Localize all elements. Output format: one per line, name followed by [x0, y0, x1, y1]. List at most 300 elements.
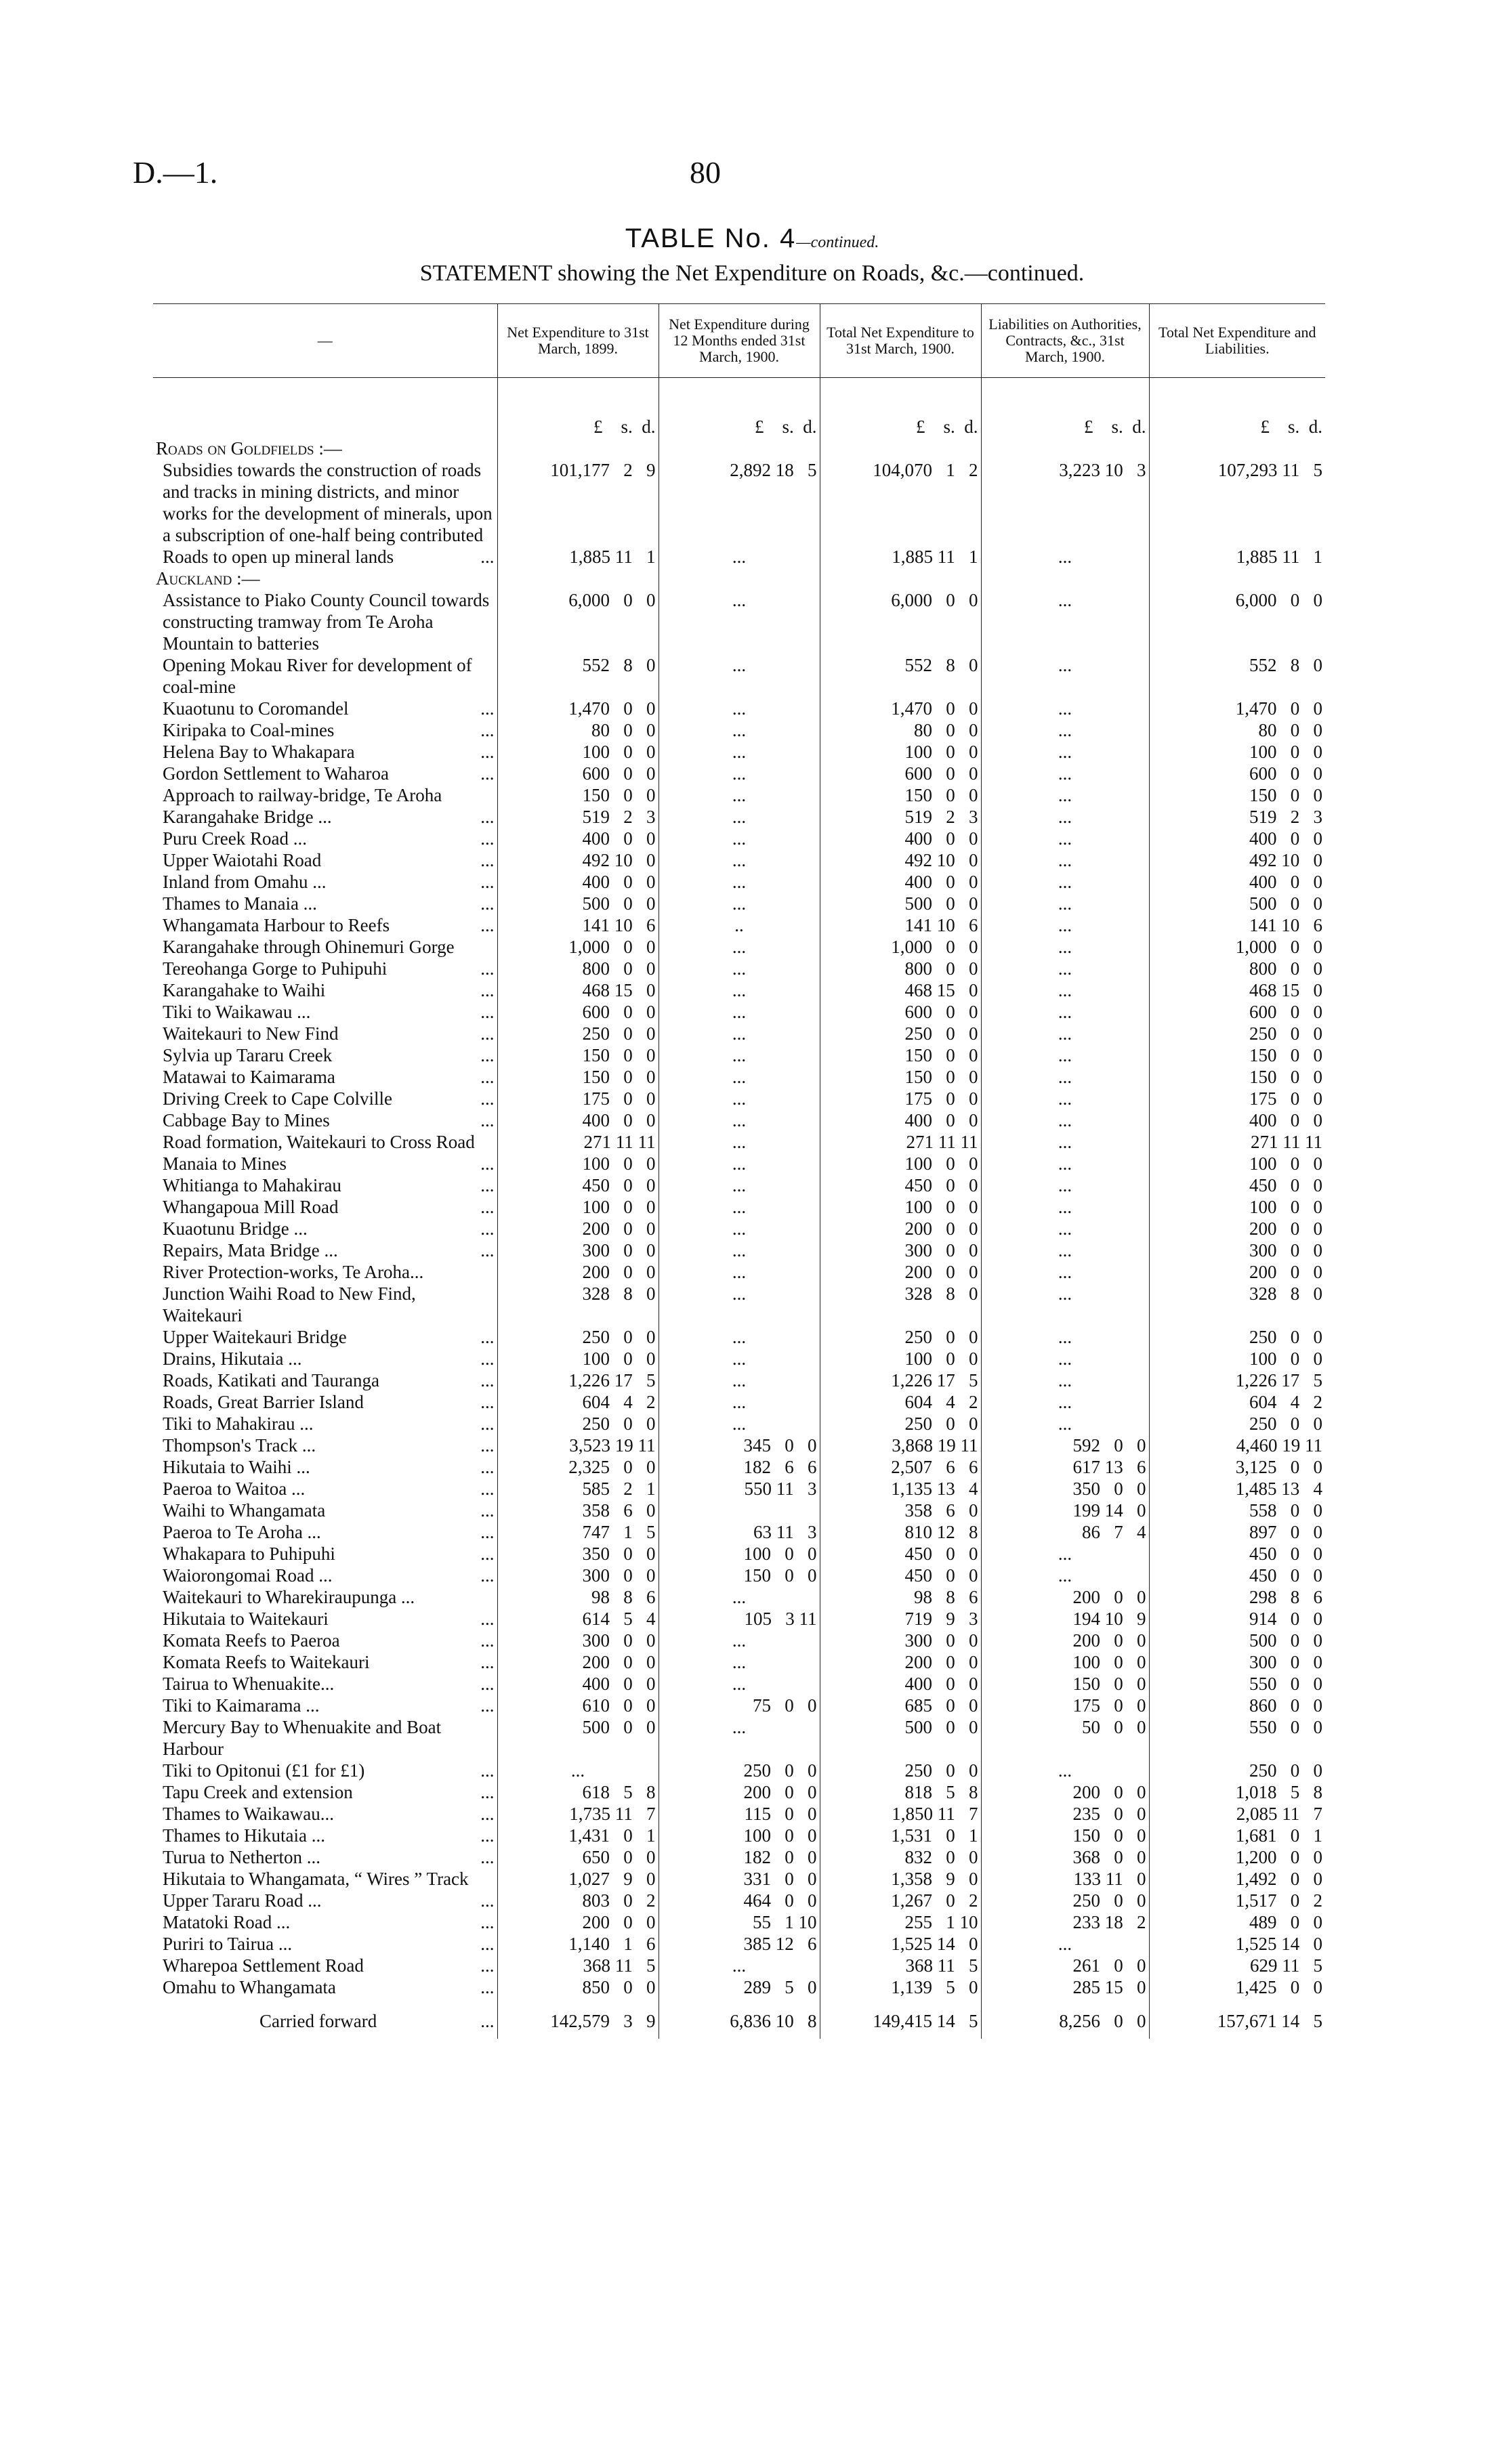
amount-cell: 100 0 0	[820, 1153, 981, 1174]
table-row	[153, 1348, 1325, 1369]
row-label-text: Hikutaia to Waihi ...	[163, 1457, 310, 1477]
row-label-text: River Protection-works, Te Aroha...	[163, 1262, 424, 1282]
page-number: 80	[690, 155, 721, 190]
row-label	[153, 1391, 497, 1413]
amount-cell: 175 0 0	[497, 1088, 659, 1109]
table-row	[153, 459, 1325, 546]
row-label	[153, 871, 497, 893]
table-row	[153, 1196, 1325, 1218]
amount-cell: 1,681 0 1	[1149, 1825, 1325, 1846]
amount-cell: ...	[981, 936, 1149, 958]
amount-cell: ...	[981, 1023, 1149, 1044]
amount-cell: 450 0 0	[820, 1565, 981, 1586]
amount-cell: 150 0 0	[497, 1066, 659, 1088]
row-label	[153, 1586, 497, 1608]
row-label	[153, 654, 497, 698]
row-label-text: Tiki to Waikawau ...	[163, 1002, 311, 1022]
amount-cell: 250 0 0	[1149, 1413, 1325, 1435]
amount-cell: ...	[659, 1348, 820, 1369]
amount-cell: ...	[981, 914, 1149, 936]
amount-cell: 1,525 14 0	[820, 1933, 981, 1955]
column-header-expenditure-1899: Net Expenditure to 31st March, 1899.	[497, 304, 659, 378]
leader-dots: ...	[480, 1479, 495, 1499]
amount-cell: ...	[659, 828, 820, 849]
table-row	[153, 849, 1325, 871]
row-label-text: Paeroa to Waitoa ...	[163, 1479, 306, 1499]
amount-cell: 600 0 0	[820, 763, 981, 784]
amount-cell: 492 10 0	[497, 849, 659, 871]
amount-cell: 150 0 0	[820, 1066, 981, 1088]
amount-cell: 800 0 0	[497, 958, 659, 979]
amount-cell: ...	[659, 871, 820, 893]
amount-cell: ...	[981, 1239, 1149, 1261]
column-header-liabilities: Liabilities on Authorities, Contracts, &c., 31st March, 1900.	[981, 304, 1149, 378]
empty-cell	[820, 568, 981, 589]
row-label-text: Waihi to Whangamata	[163, 1500, 326, 1521]
row-label	[153, 459, 497, 546]
amount-cell: 468 15 0	[820, 979, 981, 1001]
amount-cell: 300 0 0	[820, 1630, 981, 1651]
amount-cell: 450 0 0	[1149, 1543, 1325, 1565]
amount-cell: 803 0 2	[497, 1890, 659, 1911]
row-label	[153, 1131, 497, 1153]
amount-cell: 175 0 0	[1149, 1088, 1325, 1109]
amount-cell: ...	[981, 1261, 1149, 1283]
amount-cell: 1,425 0 0	[1149, 1976, 1325, 1998]
row-label	[153, 1196, 497, 1218]
table-row	[153, 1976, 1325, 1998]
amount-cell: 100 0 0	[497, 741, 659, 763]
amount-cell: ...	[981, 1109, 1149, 1131]
amount-cell: 519 2 3	[820, 806, 981, 828]
row-label	[153, 1846, 497, 1868]
amount-cell: 600 0 0	[497, 1001, 659, 1023]
row-label	[153, 1239, 497, 1261]
amount-cell: ...	[981, 1218, 1149, 1239]
carried-forward-value: 142,579 3 9	[497, 1998, 659, 2039]
row-label-text: Waitekauri to Wharekiraupunga ...	[163, 1587, 415, 1607]
amount-cell: 100 0 0	[659, 1825, 820, 1846]
row-label	[153, 1521, 497, 1543]
table-row	[153, 1651, 1325, 1673]
table-row	[153, 979, 1325, 1001]
amount-cell: 98 8 6	[497, 1586, 659, 1608]
row-label	[153, 1608, 497, 1630]
amount-cell: 747 1 5	[497, 1521, 659, 1543]
row-label	[153, 958, 497, 979]
amount-cell: ...	[659, 1651, 820, 1673]
amount-cell: ...	[981, 1933, 1149, 1955]
row-label-text: Whakapara to Puhipuhi	[163, 1544, 335, 1564]
amount-cell: ...	[981, 979, 1149, 1001]
row-label	[153, 741, 497, 763]
row-label	[153, 1673, 497, 1695]
amount-cell: 328 8 0	[497, 1283, 659, 1326]
table-row	[153, 1456, 1325, 1478]
row-label	[153, 1933, 497, 1955]
table-row	[153, 1500, 1325, 1521]
amount-cell: ...	[981, 1760, 1149, 1781]
row-label-text: Cabbage Bay to Mines	[163, 1110, 330, 1130]
amount-cell: 818 5 8	[820, 1781, 981, 1803]
page-reference: D.—1.	[133, 155, 218, 190]
amount-cell: ...	[981, 1413, 1149, 1435]
amount-cell: ...	[981, 958, 1149, 979]
amount-cell: 585 2 1	[497, 1478, 659, 1500]
row-label-text: Tereohanga Gorge to Puhipuhi	[163, 958, 388, 979]
table-row	[153, 1868, 1325, 1890]
row-label	[153, 828, 497, 849]
amount-cell: 558 0 0	[1149, 1500, 1325, 1521]
amount-cell: 6,000 0 0	[1149, 589, 1325, 654]
row-label	[153, 1109, 497, 1131]
amount-cell: 200 0 0	[497, 1261, 659, 1283]
leader-dots: ...	[480, 1457, 495, 1477]
leader-dots: ...	[480, 1565, 495, 1586]
units-row	[153, 378, 1325, 438]
leader-dots: ...	[480, 1088, 495, 1109]
amount-cell: 200 0 0	[1149, 1218, 1325, 1239]
row-label	[153, 1781, 497, 1803]
row-label	[153, 1976, 497, 1998]
table-title-suffix: —continued.	[796, 234, 879, 251]
row-label-text: Komata Reefs to Paeroa	[163, 1630, 340, 1651]
amount-cell: 1,885 11 1	[497, 546, 659, 568]
amount-cell: 1,485 13 4	[1149, 1478, 1325, 1500]
row-label	[153, 1023, 497, 1044]
amount-cell: 617 13 6	[981, 1456, 1149, 1478]
amount-cell: ...	[659, 546, 820, 568]
table-row	[153, 871, 1325, 893]
table-row	[153, 893, 1325, 914]
empty-cell	[981, 438, 1149, 459]
table-row	[153, 763, 1325, 784]
row-label-text: Tiki to Mahakirau ...	[163, 1414, 314, 1434]
row-label	[153, 1543, 497, 1565]
amount-cell: 200 0 0	[497, 1651, 659, 1673]
row-label-text: Komata Reefs to Waitekauri	[163, 1652, 370, 1672]
leader-dots: ...	[480, 1045, 495, 1065]
amount-cell: 914 0 0	[1149, 1608, 1325, 1630]
amount-cell: 492 10 0	[820, 849, 981, 871]
amount-cell: ...	[659, 1283, 820, 1326]
amount-cell: 4,460 19 11	[1149, 1435, 1325, 1456]
table-row	[153, 1825, 1325, 1846]
leader-dots: ...	[480, 1435, 495, 1456]
row-label-text: Wharepoa Settlement Road	[163, 1955, 364, 1976]
table-body	[153, 378, 1325, 1999]
row-label	[153, 784, 497, 806]
amount-cell: 200 0 0	[820, 1651, 981, 1673]
table-row	[153, 1369, 1325, 1391]
amount-cell: ...	[981, 1326, 1149, 1348]
row-label	[153, 1868, 497, 1890]
row-label-text: Driving Creek to Cape Colville	[163, 1088, 392, 1109]
row-label	[153, 546, 497, 568]
amount-cell: 80 0 0	[1149, 719, 1325, 741]
amount-cell: 200 0 0	[820, 1261, 981, 1283]
amount-cell: 1,226 17 5	[497, 1369, 659, 1391]
table-row	[153, 1521, 1325, 1543]
amount-cell: ...	[659, 784, 820, 806]
carried-forward-label	[153, 1998, 497, 2039]
amount-cell: 194 10 9	[981, 1608, 1149, 1630]
amount-cell: ...	[981, 1348, 1149, 1369]
empty-cell	[820, 438, 981, 459]
amount-cell: 200 0 0	[981, 1586, 1149, 1608]
amount-cell: 897 0 0	[1149, 1521, 1325, 1543]
row-label	[153, 1825, 497, 1846]
leader-dots: ...	[480, 1977, 495, 1997]
amount-cell: 550 0 0	[1149, 1716, 1325, 1760]
section-heading	[153, 438, 497, 459]
row-label-text: Turua to Netherton ...	[163, 1847, 320, 1867]
leader-dots: ...	[480, 1630, 495, 1651]
amount-cell: ...	[659, 1369, 820, 1391]
amount-cell: 250 0 0	[981, 1890, 1149, 1911]
row-label-text: Thames to Hikutaia ...	[163, 1825, 325, 1846]
amount-cell: ...	[659, 1413, 820, 1435]
amount-cell: ...	[659, 1001, 820, 1023]
row-label	[153, 1760, 497, 1781]
row-label-text: Upper Tararu Road ...	[163, 1890, 322, 1911]
row-label-text: Roads, Katikati and Tauranga	[163, 1370, 380, 1390]
units-label: £ s. d.	[981, 378, 1149, 438]
table-row	[153, 1044, 1325, 1066]
amount-cell: 1,358 9 0	[820, 1868, 981, 1890]
row-label-text: Karangahake Bridge ...	[163, 807, 332, 827]
row-label-text: Kuaotunu Bridge ...	[163, 1218, 308, 1239]
row-label	[153, 589, 497, 654]
amount-cell: 300 0 0	[497, 1239, 659, 1261]
row-label-text: Repairs, Mata Bridge ...	[163, 1240, 338, 1260]
amount-cell: ...	[981, 698, 1149, 719]
table-row	[153, 1911, 1325, 1933]
table-row	[153, 1239, 1325, 1261]
table-row	[153, 1413, 1325, 1435]
amount-cell: 368 0 0	[981, 1846, 1149, 1868]
amount-cell: 1,018 5 8	[1149, 1781, 1325, 1803]
leader-dots: ...	[480, 1695, 495, 1716]
amount-cell: 150 0 0	[1149, 784, 1325, 806]
amount-cell: ...	[981, 1001, 1149, 1023]
leader-dots: ...	[480, 828, 495, 849]
amount-cell: 1,226 17 5	[820, 1369, 981, 1391]
table-row	[153, 546, 1325, 568]
row-label-text: Tairua to Whenuakite...	[163, 1674, 335, 1694]
row-label-text: Paeroa to Te Aroha ...	[163, 1522, 321, 1542]
table-row	[153, 1716, 1325, 1760]
amount-cell: ...	[981, 871, 1149, 893]
leader-dots: ...	[480, 1609, 495, 1629]
carried-forward-text: Carried forward	[259, 2011, 377, 2031]
row-label	[153, 936, 497, 958]
amount-cell: 3,125 0 0	[1149, 1456, 1325, 1478]
table-title	[0, 224, 1504, 254]
row-label-text: Hikutaia to Waitekauri	[163, 1609, 329, 1629]
amount-cell: ...	[659, 893, 820, 914]
amount-cell: 250 0 0	[497, 1413, 659, 1435]
row-label-text: Roads to open up mineral lands	[163, 547, 394, 567]
amount-cell: 1,525 14 0	[1149, 1933, 1325, 1955]
amount-cell: 500 0 0	[497, 893, 659, 914]
amount-cell: 200 0 0	[981, 1781, 1149, 1803]
table-row	[153, 1478, 1325, 1500]
amount-cell: 618 5 8	[497, 1781, 659, 1803]
amount-cell: 368 11 5	[820, 1955, 981, 1976]
amount-cell: 100 0 0	[820, 1348, 981, 1369]
amount-cell: 552 8 0	[497, 654, 659, 698]
amount-cell: ...	[981, 1131, 1149, 1153]
amount-cell: ...	[659, 1153, 820, 1174]
leader-dots: ...	[480, 1804, 495, 1824]
table-row	[153, 1933, 1325, 1955]
table-row	[153, 1630, 1325, 1651]
amount-cell: 1,000 0 0	[497, 936, 659, 958]
amount-cell: 358 6 0	[497, 1500, 659, 1521]
empty-cell	[497, 438, 659, 459]
column-header-total-1900: Total Net Expenditure to 31st March, 1900.	[820, 304, 981, 378]
amount-cell: 150 0 0	[820, 784, 981, 806]
amount-cell: 492 10 0	[1149, 849, 1325, 871]
table-row	[153, 1001, 1325, 1023]
section-row	[153, 568, 1325, 589]
leader-dots: ...	[480, 1955, 495, 1976]
amount-cell: ...	[659, 1261, 820, 1283]
amount-cell: 298 8 6	[1149, 1586, 1325, 1608]
amount-cell: 450 0 0	[820, 1174, 981, 1196]
amount-cell: ...	[981, 1153, 1149, 1174]
row-label-text: Mercury Bay to Whenuakite and Boat Harbour	[163, 1717, 442, 1759]
table-row	[153, 1131, 1325, 1153]
amount-cell: 200 0 0	[820, 1218, 981, 1239]
amount-cell: 250 0 0	[1149, 1023, 1325, 1044]
row-label	[153, 1153, 497, 1174]
amount-cell: 98 8 6	[820, 1586, 981, 1608]
row-label-text: Roads on Goldfields :—	[156, 438, 342, 459]
leader-dots: ...	[480, 1175, 495, 1195]
amount-cell: 100 0 0	[820, 741, 981, 763]
leader-dots: ...	[480, 807, 495, 827]
row-label	[153, 1803, 497, 1825]
amount-cell: ...	[659, 1239, 820, 1261]
row-label	[153, 763, 497, 784]
amount-cell: ...	[659, 1044, 820, 1066]
row-label	[153, 1001, 497, 1023]
amount-cell: ...	[659, 1673, 820, 1695]
amount-cell: 101,177 2 9	[497, 459, 659, 546]
amount-cell: ...	[659, 1131, 820, 1153]
amount-cell: ...	[659, 589, 820, 654]
leader-dots: ...	[480, 742, 495, 762]
amount-cell: ...	[981, 828, 1149, 849]
amount-cell: 200 0 0	[981, 1630, 1149, 1651]
amount-cell: 100 0 0	[497, 1348, 659, 1369]
leader-dots: ...	[480, 1544, 495, 1564]
table-subtitle: STATEMENT showing the Net Expenditure on Roads, &c.—continued.	[419, 261, 1085, 286]
column-header-blank: —	[153, 304, 497, 378]
amount-cell: 289 5 0	[659, 1976, 820, 1998]
row-label	[153, 1565, 497, 1586]
amount-cell: 400 0 0	[1149, 1109, 1325, 1131]
amount-cell: 255 1 10	[820, 1911, 981, 1933]
row-label-text: Matawai to Kaimarama	[163, 1067, 335, 1087]
amount-cell: 614 5 4	[497, 1608, 659, 1630]
row-label-text: Gordon Settlement to Waharoa	[163, 763, 389, 784]
units-label: £ s. d.	[820, 378, 981, 438]
amount-cell: 271 11 11	[497, 1131, 659, 1153]
amount-cell: 1,027 9 0	[497, 1868, 659, 1890]
column-header-row	[153, 304, 1325, 378]
section-row	[153, 438, 1325, 459]
amount-cell: 250 0 0	[820, 1413, 981, 1435]
table-row	[153, 1673, 1325, 1695]
row-label	[153, 1088, 497, 1109]
amount-cell: ...	[659, 1088, 820, 1109]
row-label-text: Auckland :—	[156, 568, 260, 589]
amount-cell: 519 2 3	[1149, 806, 1325, 828]
leader-dots: ...	[480, 850, 495, 870]
row-label-text: Karangahake to Waihi	[163, 980, 326, 1000]
row-label-text: Whangapoua Mill Road	[163, 1197, 339, 1217]
row-label	[153, 1716, 497, 1760]
amount-cell: ...	[659, 1955, 820, 1976]
row-label-text: Waiorongomai Road ...	[163, 1565, 333, 1586]
row-label-text: Whangamata Harbour to Reefs	[163, 915, 390, 935]
amount-cell: 610 0 0	[497, 1695, 659, 1716]
row-label	[153, 914, 497, 936]
leader-dots: ...	[480, 1934, 495, 1954]
amount-cell: ...	[981, 719, 1149, 741]
amount-cell: 328 8 0	[1149, 1283, 1325, 1326]
table-row	[153, 1391, 1325, 1413]
table-title-text: TABLE No. 4	[625, 224, 797, 253]
amount-cell: 2,085 11 7	[1149, 1803, 1325, 1825]
table-row	[153, 1803, 1325, 1825]
row-label	[153, 1044, 497, 1066]
amount-cell: ...	[659, 1066, 820, 1088]
row-label	[153, 1261, 497, 1283]
units-label: £ s. d.	[659, 378, 820, 438]
row-label	[153, 979, 497, 1001]
leader-dots: ...	[480, 1500, 495, 1521]
amount-cell: ...	[659, 1023, 820, 1044]
units-blank	[153, 378, 497, 438]
amount-cell: ...	[981, 763, 1149, 784]
row-label-text: Thompson's Track ...	[163, 1435, 316, 1456]
row-label-text: Omahu to Whangamata	[163, 1977, 336, 1997]
leader-dots: ...	[480, 958, 495, 979]
row-label	[153, 893, 497, 914]
amount-cell: ...	[981, 1044, 1149, 1066]
row-label	[153, 1174, 497, 1196]
amount-cell: 271 11 11	[1149, 1131, 1325, 1153]
amount-cell: 1,431 0 1	[497, 1825, 659, 1846]
units-label: £ s. d.	[1149, 378, 1325, 438]
leader-dots: ...	[480, 1110, 495, 1130]
amount-cell: 300 0 0	[497, 1565, 659, 1586]
column-header-expenditure-year: Net Expenditure during 12 Months ended 31st March, 1900.	[659, 304, 820, 378]
amount-cell: 141 10 6	[820, 914, 981, 936]
amount-cell: 100 0 0	[820, 1196, 981, 1218]
table-row	[153, 1608, 1325, 1630]
amount-cell: 1,139 5 0	[820, 1976, 981, 1998]
leader-dots: ...	[480, 1348, 495, 1369]
amount-cell: ...	[659, 1326, 820, 1348]
amount-cell: ..	[659, 914, 820, 936]
section-heading	[153, 568, 497, 589]
amount-cell: 1,135 13 4	[820, 1478, 981, 1500]
